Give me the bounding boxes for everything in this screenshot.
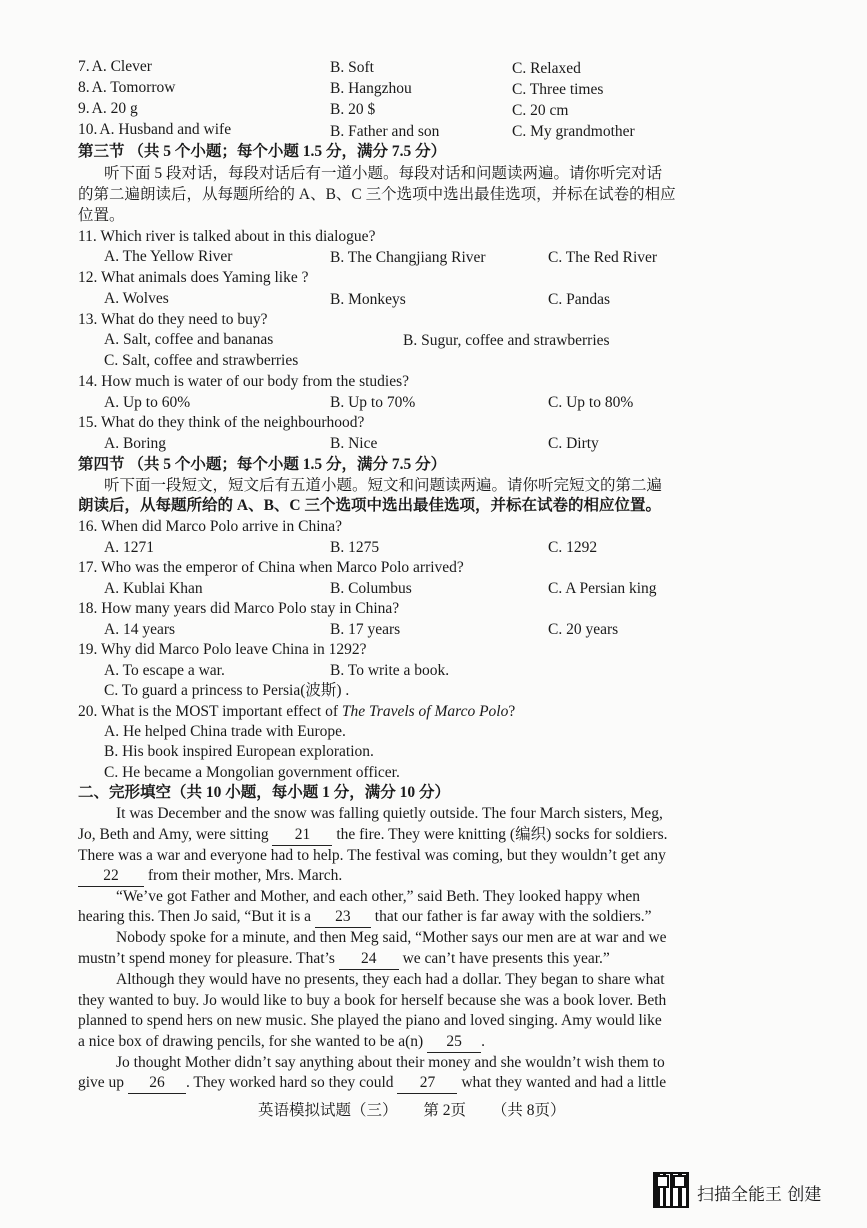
passage-line: Although they would have no presents, they each had a dollar. They began to share what [116, 971, 665, 988]
q16-option-b: B. 1275 [330, 539, 380, 556]
q19-option-c: C. To guard a princess to Persia(波斯) . [104, 682, 350, 699]
book-title: The Travels of Marco Polo [341, 703, 509, 720]
passage-line: hearing this. Then Jo said, “But it is a 23 that our father is far away with the soldiers.” [78, 907, 652, 928]
page-number: 第 2页 [423, 1102, 467, 1119]
question-18: 18. How many years did Marco Polo stay in China? [78, 600, 400, 617]
q18-option-b: B. 17 years [330, 621, 401, 638]
q8-option-c: C. Three times [512, 81, 604, 98]
question-16: 16. When did Marco Polo arrive in China? [78, 518, 343, 535]
question-20: 20. What is the MOST important effect of The Travels of Marco Polo? [78, 703, 516, 720]
section3-instruction: 的第二遍朗读后，从每题所给的 A、B、C 三个选项中选出最佳选项，并标在试卷的相应 [78, 186, 676, 203]
passage-line: It was December and the snow was falling quietly outside. The four March sisters, Meg, [116, 805, 663, 822]
q7-option-c: C. Relaxed [512, 60, 581, 77]
qr-code-icon [653, 1172, 689, 1208]
q16-option-c: C. 1292 [548, 539, 598, 556]
passage-line: mustn’t spend money for pleasure. That’s 24 we can’t have presents this year.” [78, 949, 610, 970]
q17-option-c: C. A Persian king [548, 580, 657, 597]
q13-option-c: C. Salt, coffee and strawberries [104, 352, 299, 369]
exam-name: 英语模拟试题（三） [258, 1102, 398, 1119]
section3-instruction: 位置。 [78, 207, 125, 224]
q13-option-b: B. Sugur, coffee and strawberries [403, 332, 610, 349]
section4-instruction: 朗读后，从每题所给的 A、B、C 三个选项中选出最佳选项，并标在试卷的相应位置。 [78, 497, 661, 514]
q10-option-c: C. My grandmother [512, 123, 635, 140]
q17-option-a: A. Kublai Khan [104, 580, 203, 597]
q14-option-b: B. Up to 70% [330, 394, 416, 411]
q19-option-b: B. To write a book. [330, 662, 450, 679]
q9-option-c: C. 20 cm [512, 102, 569, 119]
q11-option-c: C. The Red River [548, 249, 658, 266]
cloze-title: 二、完形填空（共 10 小题，每小题 1 分，满分 10 分） [78, 784, 451, 801]
question-14: 14. How much is water of our body from the studies? [78, 373, 410, 390]
q18-option-c: C. 20 years [548, 621, 619, 638]
section3-title: 第三节 （共 5 个小题；每个小题 1.5 分，满分 7.5 分） [78, 143, 447, 160]
section4-instruction: 听下面一段短文，短文后有五道小题。短文和问题读两遍。请你听完短文的第二遍 [104, 477, 663, 494]
blank-21: 21 [272, 825, 332, 846]
q9-option-a: 9. A. 20 g [78, 100, 138, 117]
question-13: 13. What do they need to buy? [78, 311, 268, 328]
blank-23: 23 [315, 907, 371, 928]
passage-line: There was a war and everyone had to help. The festival was coming, but they wouldn’t get any [78, 847, 666, 864]
q11-option-a: A. The Yellow River [104, 248, 233, 265]
blank-26: 26 [128, 1073, 186, 1094]
q10-option-a: 10. A. Husband and wife [78, 121, 232, 138]
page-total: （共 8页） [491, 1102, 566, 1119]
q17-option-b: B. Columbus [330, 580, 412, 597]
q16-option-a: A. 1271 [104, 539, 154, 556]
passage-line: planned to spend hers on new music. She played the piano and loved singing. Amy would like [78, 1012, 662, 1029]
q15-option-b: B. Nice [330, 435, 378, 452]
blank-24: 24 [339, 949, 399, 970]
q20-option-b: B. His book inspired European exploration. [104, 743, 374, 760]
blank-27: 27 [397, 1073, 457, 1094]
q10-option-b: B. Father and son [330, 123, 440, 140]
section3-instruction: 听下面 5 段对话，每段对话后有一道小题。每段对话和问题读两遍。请你听完对话 [104, 165, 663, 182]
question-19: 19. Why did Marco Polo leave China in 1292? [78, 641, 367, 658]
scanner-watermark: 扫描全能王 创建 [697, 1185, 822, 1205]
question-12: 12. What animals does Yaming like ? [78, 269, 309, 286]
question-15: 15. What do they think of the neighbourhood? [78, 414, 365, 431]
question-17: 17. Who was the emperor of China when Marco Polo arrived? [78, 559, 464, 576]
q20-option-c: C. He became a Mongolian government officer. [104, 764, 400, 781]
q8-option-a: 8. A. Tomorrow [78, 79, 176, 96]
page-footer [258, 1098, 566, 1120]
q7-option-a: 7. A. Clever [78, 58, 152, 75]
q11-option-b: B. The Changjiang River [330, 249, 486, 266]
passage-line: give up 26 . They worked hard so they could 27 what they wanted and had a little [78, 1073, 666, 1094]
q15-option-c: C. Dirty [548, 435, 599, 452]
q14-option-a: A. Up to 60% [104, 394, 191, 411]
question-11: 11. Which river is talked about in this dialogue? [78, 228, 376, 245]
blank-25: 25 [427, 1032, 481, 1053]
q12-option-a: A. Wolves [104, 290, 169, 307]
passage-line: a nice box of drawing pencils, for she wanted to be a(n) 25 . [78, 1032, 485, 1053]
passage-line: they wanted to buy. Jo would like to buy a book for herself because she was a book lover. Beth [78, 992, 667, 1009]
passage-line: Jo thought Mother didn’t say anything about their money and she wouldn’t wish them to [116, 1054, 665, 1071]
q14-option-c: C. Up to 80% [548, 394, 634, 411]
q12-option-c: C. Pandas [548, 291, 610, 308]
q15-option-a: A. Boring [104, 435, 166, 452]
passage-line: Jo, Beth and Amy, were sitting 21 the fire. They were knitting (编织) socks for soldiers. [78, 825, 668, 846]
q12-option-b: B. Monkeys [330, 291, 406, 308]
q9-option-b: B. 20 $ [330, 101, 376, 118]
q13-option-a: A. Salt, coffee and bananas [104, 331, 274, 348]
passage-line: Nobody spoke for a minute, and then Meg said, “Mother says our men are at war and we [116, 929, 667, 946]
q20-option-a: A. He helped China trade with Europe. [104, 723, 346, 740]
passage-line: “We’ve got Father and Mother, and each other,” said Beth. They looked happy when [116, 888, 641, 905]
q19-option-a: A. To escape a war. [104, 662, 225, 679]
passage-line: 22 from their mother, Mrs. March. [78, 866, 342, 887]
section4-title: 第四节 （共 5 个小题；每个小题 1.5 分，满分 7.5 分） [78, 456, 447, 473]
blank-22: 22 [78, 866, 144, 887]
q8-option-b: B. Hangzhou [330, 80, 412, 97]
q18-option-a: A. 14 years [104, 621, 176, 638]
q7-option-b: B. Soft [330, 59, 374, 76]
